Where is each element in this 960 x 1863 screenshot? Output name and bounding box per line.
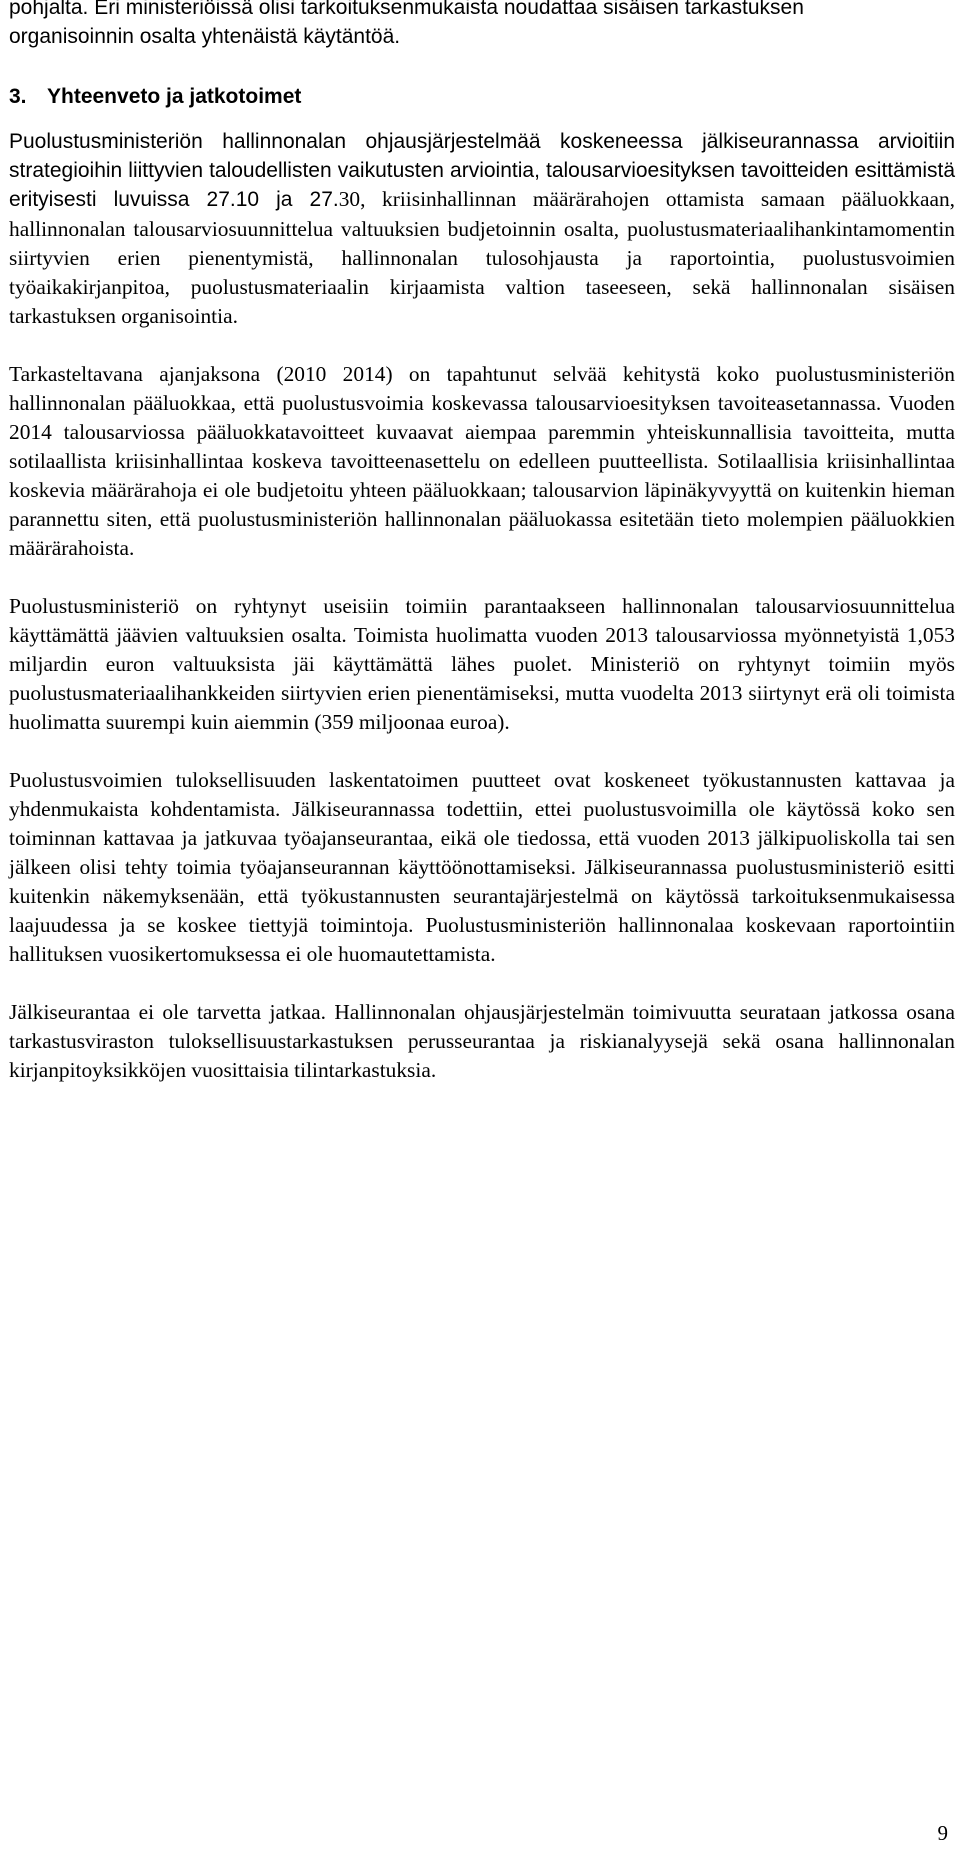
document-page bbox=[9, 0, 955, 1085]
fragment-paragraph bbox=[9, 0, 955, 51]
section-heading bbox=[9, 83, 955, 111]
paragraph-summary bbox=[9, 128, 955, 331]
paragraph-summary-sans-part: Puolustusministeriön hallinnonalan ohjausjärjestelmää koskeneessa jälkiseurannassa arvioitiin strategioihin liittyvien taloudellisten vaikutusten arviointia, talousarvioesityksen tavoitteiden esittämistä erityisesti luvuissa 27.10 ja 27. bbox=[9, 130, 955, 211]
paragraph-summary-serif-part: 30, kriisinhallinnan määrärahojen ottamista samaan pääluokkaan, hallinnonalan talousarviosuunnittelua valtuuksien budjetoinnin osalta, puolustusmateriaalihankintamomentin siirtyvien erien pienentymistä, hallinnonalan tulosohjausta ja raportointia, puolustusvoimien työaikakirjanpitoa, puolustusmateriaalin kirjaamista valtion taseeseen, sekä hallinnonalan sisäisen tarkastuksen organisointia. bbox=[9, 187, 955, 328]
page-number: 9 bbox=[937, 1821, 948, 1845]
section-number: 3. bbox=[9, 85, 27, 108]
paragraph-cost-accounting: Puolustusvoimien tuloksellisuuden laskentatoimen puutteet ovat koskeneet työkustannusten kattavaa ja yhdenmukaista kohdentamista. Jälkiseurannassa todettiin, ettei puolustusvoimilla ole käytössä koko sen toiminnan kattavaa ja jatkuvaa työajanseurantaa, eikä ole tiedossa, että vuoden 2013 jälkipuoliskolla tai sen jälkeen olisi tehty toimia työajanseurannan käyttöönottamiseksi. Jälkiseurannassa puolustusministeriö esitti kuitenkin näkemyksenään, että työkustannusten seurantajärjestelmä on käytössä tarkoituksenmukaisessa laajuudessa ja se koskee tiettyjä toimintoja. Puolustusministeriön hallinnonalaa koskevaan raportointiin hallituksen vuosikertomuksessa ei ole huomautettamista. bbox=[9, 767, 955, 966]
fragment-line-2: organisoinnin osalta yhtenäistä käytäntöä. bbox=[9, 24, 401, 48]
fragment-line-1: pohjalta. Eri ministeriöissä olisi tarkoituksenmukaista noudattaa sisäisen tarkastuksen bbox=[9, 0, 804, 19]
paragraph-follow-up-conclusion: Jälkiseurantaa ei ole tarvetta jatkaa. Hallinnonalan ohjausjärjestelmän toimivuutta seurataan jatkossa osana tarkastusviraston tuloksellisuustarkastuksen perusseurantaa ja riskianalyysejä sekä osana hallinnonalan kirjanpitoyksikköjen vuosittaisia tilintarkastuksia. bbox=[9, 999, 955, 1082]
paragraph-budget-proposal: Tarkasteltavana ajanjaksona (2010 2014) on tapahtunut selvää kehitystä koko puolustusministeriön hallinnonalan pääluokkaa, että puolustusvoimia koskevassa talousarvioesityksen tavoiteasetannassa. Vuoden 2014 talousarviossa pääluokkatavoitteet kuvaavat aiempaa paremmin yhteiskunnallisia tavoitteita, mutta sotilaallista kriisinhallintaa koskeva tavoitteenasettelu on edelleen puutteellista. Sotilaallisia kriisinhallintaa koskevia määrärahoja ei ole budjetoitu yhteen pääluokkaan; talousarvion läpinäkyvyyttä on kuitenkin hieman parannettu siten, että puolustusministeriön hallinnonalan pääluokassa esitetään tieto molempien pääluokkien määrärahoista. bbox=[9, 361, 955, 560]
section-title: Yhteenveto ja jatkotoimet bbox=[47, 85, 302, 108]
paragraph-authorizations: Puolustusministeriö on ryhtynyt useisiin toimiin parantaakseen hallinnonalan talousarviosuunnittelua käyttämättä jäävien valtuuksien osalta. Toimista huolimatta vuoden 2013 talousarviossa myönnetyistä 1,053 miljardin euron valtuuksista jäi käyttämättä lähes puolet. Ministeriö on ryhtynyt toimiin myös puolustusmateriaalihankkeiden siirtyvien erien pienentämiseksi, mutta vuodelta 2013 siirtynyt erä oli toimista huolimatta suurempi kuin aiemmin (359 miljoonaa euroa). bbox=[9, 593, 955, 734]
